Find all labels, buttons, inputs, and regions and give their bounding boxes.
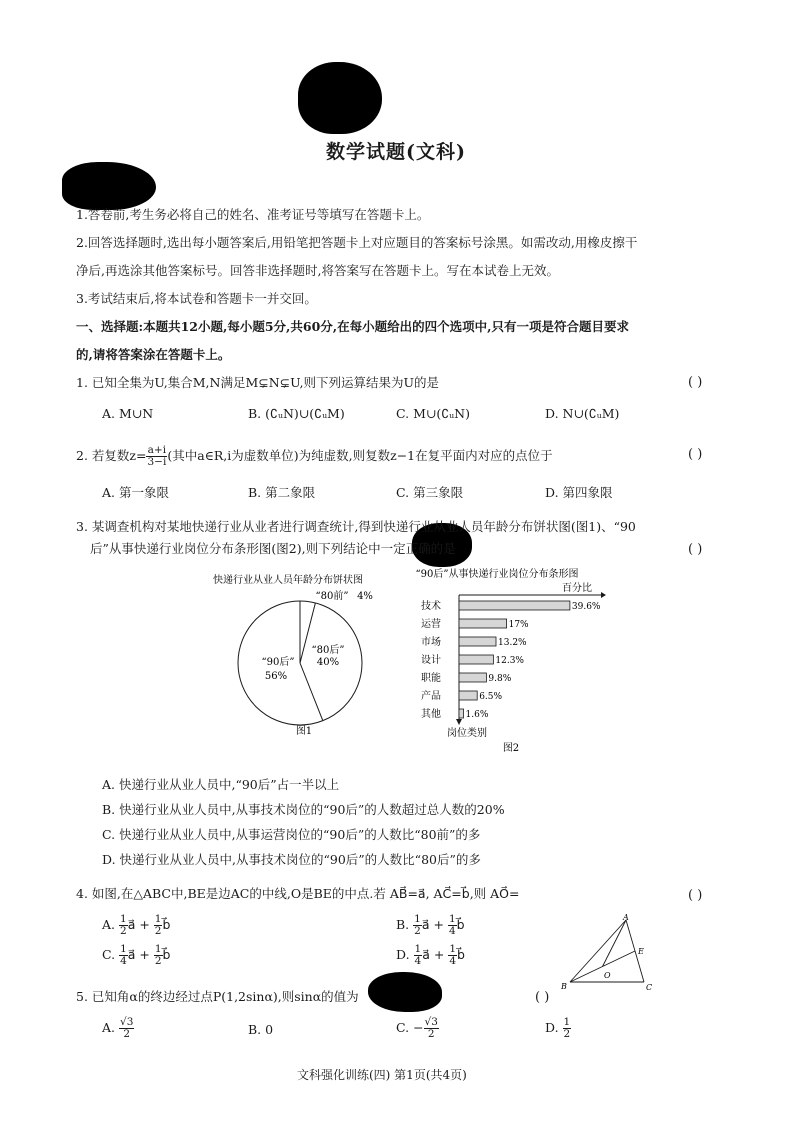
bar-category-label: 运营 [421, 619, 441, 630]
q4-a-c2: 1 [154, 913, 162, 925]
page-footer: 文科强化训练(四) 第1页(共4页) [297, 1068, 467, 1082]
q4-a-d1: 2 [120, 925, 127, 937]
bar-category-label: 产品 [421, 691, 441, 702]
q1-option-a: A. M∪N [102, 406, 154, 421]
pie-label-90: “90后” [261, 657, 295, 668]
q2-answer-paren: ( ) [688, 447, 703, 462]
label-a: A [623, 913, 629, 922]
q2-option-c: C. 第三象限 [396, 485, 464, 500]
section-heading-1: 一、选择题:本题共12小题,每小题5分,共60分,在每小题给出的四个选项中,只有一项是符合题目要求 [76, 319, 630, 334]
q5-c-frac [424, 1017, 439, 1040]
q4-a-v2: b⃗ [162, 917, 171, 932]
q3-option-d: D. 快递行业从业人员中,从事技术岗位的“90后”的人数比“80后”的多 [102, 852, 481, 867]
q3-option-a: A. 快递行业从业人员中,“90后”占一半以上 [102, 777, 340, 792]
bar-value-label: 9.8% [488, 674, 512, 684]
q4-stem: 4. 如图,在△ABC中,BE是边AC的中线,O是BE的中点.若 AB⃗=a⃗, AC⃗=b⃗,则 AO⃗= [76, 886, 520, 901]
q3-stem-2: 后”从事快递行业岗位分布条形图(图2),则下列结论中一定正确的是 [90, 541, 456, 556]
pie-value-80: 40% [316, 657, 340, 668]
y-axis-arrow [456, 719, 462, 725]
note-2: 2.回答选择题时,选出每小题答案后,用铅笔把答题卡上对应题目的答案标号涂黑。如需改动,用橡皮擦干 [76, 235, 638, 250]
q2-fraction [146, 445, 167, 468]
label-o: O [604, 971, 611, 980]
label-e: E [638, 947, 644, 956]
q4-a-d2: 2 [154, 925, 162, 937]
q4-b-c2: 1 [448, 913, 456, 925]
q3-option-c: C. 快递行业从业人员中,从事运营岗位的“90后”的人数比“80前”的多 [102, 827, 481, 842]
q4-option-b: B. $\frac{1}{2}$ a⃗ + $\frac{1}{4}$ b⃗ [396, 913, 465, 937]
q4-b-c1: 1 [414, 913, 421, 925]
redaction-blot-top [298, 62, 382, 134]
q2-option-b: B. 第二象限 [248, 485, 316, 500]
bar-chart-ylabel: 岗位类别 [447, 728, 487, 739]
pie-value-90: 56% [264, 671, 288, 682]
q2-option-d: D. 第四象限 [545, 485, 613, 500]
bar-chart-title: “90后”从事快递行业岗位分布条形图 [415, 569, 579, 580]
q4-c-v2: b⃗ [162, 947, 171, 962]
q5-c-letter: C. − [396, 1020, 424, 1035]
bar-value-label: 13.2% [498, 638, 527, 648]
q5-stem: 5. 已知角α的终边经过点P(1,2sinα),则sinα的值为 [76, 989, 359, 1004]
q4-b-v2: b⃗ [456, 917, 465, 932]
label-c: C [646, 983, 653, 992]
bar-chart-figure [405, 565, 625, 760]
q4-c-c1: 1 [120, 943, 127, 955]
q4-d-letter: D. [396, 947, 410, 962]
q5-option-a [102, 1017, 134, 1040]
q4-b-d1: 2 [414, 925, 421, 937]
redaction-blot-q5 [368, 972, 442, 1012]
bar-marks [421, 599, 601, 720]
bar-5 [459, 691, 477, 700]
pie-chart-figure [200, 565, 400, 745]
bar-value-label: 39.6% [571, 602, 601, 612]
q4-c-d2: 2 [154, 955, 162, 967]
pie-chart-title: 快递行业从业人员年龄分布饼状图 [213, 575, 363, 586]
q4-b-coef1 [413, 914, 422, 937]
bar-value-label: 17% [508, 620, 529, 630]
q5-option-d [545, 1017, 571, 1040]
q4-c-d1: 4 [120, 955, 127, 967]
q4-d-d2: 4 [449, 955, 457, 967]
pie-value-80before: 4% [357, 591, 373, 602]
q4-a-letter: A. [102, 917, 116, 932]
note-1: 1.答卷前,考生务必将自己的姓名、准考证号等填写在答题卡上。 [76, 207, 430, 222]
pie-label-80: “80后” [311, 645, 345, 656]
q5-a-letter: A. [102, 1020, 116, 1035]
bar-category-label: 设计 [421, 655, 441, 666]
q2-stem [76, 445, 553, 468]
q3-answer-paren: ( ) [688, 542, 703, 557]
segment-ao [603, 920, 627, 967]
q4-a-c1: 1 [120, 913, 127, 925]
bar-category-label: 技术 [421, 601, 441, 612]
q4-a-v1: a⃗ [127, 917, 136, 932]
bar-chart-xlabel: 百分比 [562, 583, 592, 594]
pie-label-80before: “80前” [315, 591, 349, 602]
section-heading-2: 的,请将答案涂在答题卡上。 [76, 347, 231, 362]
q4-a-coef1 [119, 914, 128, 937]
q5-d-letter: D. [545, 1020, 559, 1035]
q3-option-b: B. 快递行业从业人员中,从事技术岗位的“90后”的人数超过总人数的20% [102, 802, 505, 817]
q5-b-letter: B. 0 [248, 1022, 274, 1037]
q4-b-letter: B. [396, 917, 410, 932]
q5-a-num: √3 [120, 1016, 134, 1028]
q2-frac-den: 3−i [147, 456, 167, 468]
q2-frac-num: a+i [147, 444, 167, 456]
side-ab [570, 920, 626, 982]
q4-b-v1: a⃗ [421, 917, 430, 932]
q5-option-b [248, 1022, 273, 1037]
redaction-blot-left [62, 162, 156, 210]
bar-value-label: 6.5% [479, 692, 503, 702]
q5-d-den: 2 [563, 1028, 571, 1040]
q4-d-coef1 [414, 944, 423, 967]
bar-2 [459, 637, 496, 646]
pie-caption: 图1 [295, 726, 313, 737]
q5-a-frac [119, 1017, 134, 1040]
q4-b-coef2 [448, 914, 457, 937]
q5-c-num: √3 [424, 1016, 438, 1028]
bar-1 [459, 619, 507, 628]
q2-stem-pre: 2. 若复数z= [76, 448, 147, 463]
q4-option-a: A. $\frac{1}{2}$ a⃗ + $\frac{1}{2}$ b⃗ [102, 913, 171, 937]
bar-value-label: 12.3% [495, 656, 524, 666]
q4-c-coef2 [154, 944, 163, 967]
q4-d-v1: a⃗ [422, 947, 430, 962]
bar-0 [459, 601, 570, 610]
page-title: 数学试题(文科) [326, 141, 466, 163]
q1-stem: 1. 已知全集为U,集合M,N满足M⊊N⊊U,则下列运算结果为U的是 [76, 375, 440, 390]
q4-option-d: D. $\frac{1}{4}$ a⃗ + $\frac{1}{4}$ b⃗ [396, 943, 465, 967]
q5-answer-paren: ( ) [535, 990, 550, 1005]
q1-answer-paren: ( ) [688, 375, 703, 390]
q4-d-d1: 4 [414, 955, 422, 967]
q4-b-d2: 4 [448, 925, 456, 937]
bar-caption: 图2 [502, 743, 520, 754]
bar-3 [459, 655, 493, 664]
bar-category-label: 职能 [421, 673, 441, 684]
note-3: 3.考试结束后,将本试卷和答题卡一并交回。 [76, 291, 317, 306]
q4-d-coef2 [448, 944, 457, 967]
q2-option-a: A. 第一象限 [102, 485, 169, 500]
triangle-figure [560, 912, 670, 994]
q4-d-v2: b⃗ [457, 947, 465, 962]
bar-category-label: 其他 [421, 709, 441, 720]
label-b: B [561, 982, 567, 991]
bar-6 [459, 709, 464, 718]
bar-4 [459, 673, 486, 682]
q4-answer-paren: ( ) [688, 888, 703, 903]
q5-option-c [396, 1017, 439, 1040]
q5-d-frac [563, 1017, 572, 1040]
note-2-cont: 净后,再选涂其他答案标号。回答非选择题时,将答案写在答题卡上。写在本试卷上无效。 [76, 263, 559, 278]
pie-slices [238, 601, 362, 725]
x-axis-arrow [601, 592, 606, 598]
pie-boundary-80-90 [300, 663, 323, 721]
q1-option-c: C. M∪(∁ᵤN) [396, 406, 470, 421]
q1-option-d: D. N∪(∁ᵤM) [545, 406, 620, 421]
q1-option-b: B. (∁ᵤN)∪(∁ᵤM) [248, 406, 345, 421]
q4-option-c: C. $\frac{1}{4}$ a⃗ + $\frac{1}{2}$ b⃗ [102, 943, 171, 967]
q4-c-c2: 1 [154, 943, 162, 955]
bar-value-label: 1.6% [465, 710, 489, 720]
q4-d-c2: 1 [449, 943, 457, 955]
q4-d-c1: 1 [414, 943, 422, 955]
q5-d-num: 1 [563, 1016, 571, 1028]
q5-c-den: 2 [427, 1028, 435, 1040]
q4-c-letter: C. [102, 947, 116, 962]
q4-c-v1: a⃗ [127, 947, 136, 962]
bar-category-label: 市场 [421, 637, 441, 648]
q3-stem-1: 3. 某调查机构对某地快递行业从业者进行调查统计,得到快递行业从业人员年龄分布饼状图(图1)、“90 [76, 519, 636, 534]
q4-c-coef1 [119, 944, 128, 967]
q5-a-den: 2 [123, 1028, 131, 1040]
q2-stem-post: (其中a∈R,i为虚数单位)为纯虚数,则复数z−1在复平面内对应的点位于 [167, 448, 553, 463]
